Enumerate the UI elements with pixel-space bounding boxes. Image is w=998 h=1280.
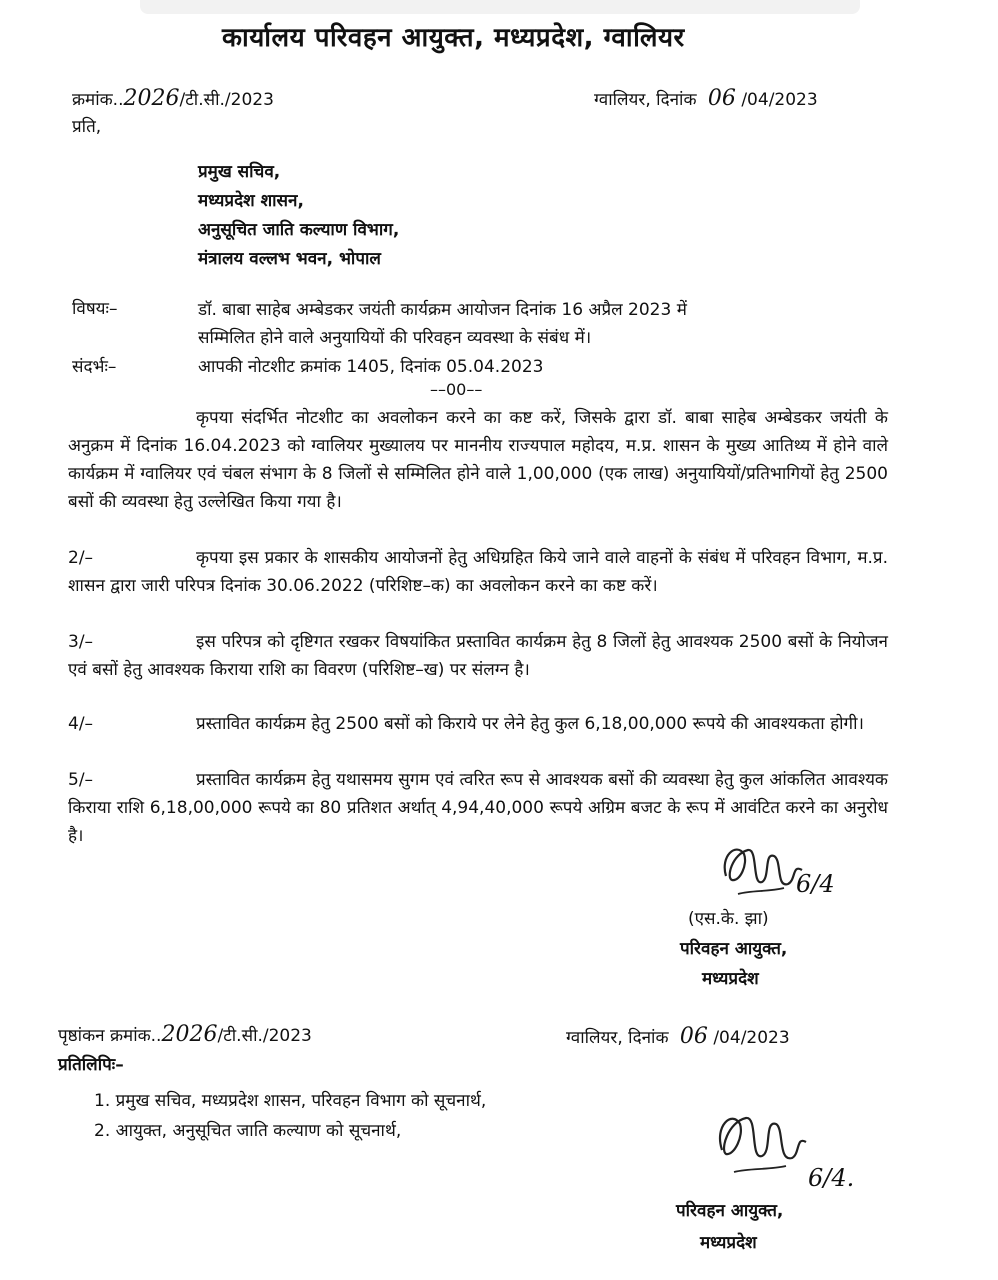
copy-item: 1. प्रमुख सचिव, मध्यप्रदेश शासन, परिवहन विभाग को सूचनार्थ, bbox=[94, 1091, 487, 1111]
paragraph-number: 3/– bbox=[68, 632, 94, 652]
subject-text bbox=[198, 296, 687, 352]
endorsement-signatory-designation: परिवहन आयुक्त, bbox=[676, 1201, 784, 1221]
scan-top-edge bbox=[140, 0, 860, 14]
endorsement-place-date bbox=[566, 1024, 790, 1049]
reference-label: संदर्भः– bbox=[72, 357, 117, 377]
copy-list bbox=[94, 1086, 486, 1146]
addressee-block bbox=[198, 158, 399, 274]
signature-1-hand-date: 6/4 bbox=[796, 870, 835, 898]
signature-1-scribble bbox=[718, 836, 808, 906]
date-rest: /04/2023 bbox=[741, 90, 818, 110]
place-date bbox=[594, 86, 818, 111]
paragraph-number: 5/– bbox=[68, 770, 94, 790]
date-day-handwritten: 06 bbox=[707, 86, 736, 111]
subject-line: सम्मिलित होने वाले अनुयायियों की परिवहन व्यवस्था के संबंध में। bbox=[198, 328, 592, 348]
addressee-line: मध्यप्रदेश शासन, bbox=[198, 191, 304, 211]
endorsement-place-date-prefix: ग्वालियर, दिनांक bbox=[566, 1028, 669, 1048]
paragraph-text: प्रस्तावित कार्यक्रम हेतु यथासमय सुगम एवं त्वरित रूप से आवश्यक बसों की व्यवस्था हेतु कुल आंकलित आवश्यक किराया राशि 6,18,00,000 रूपये का 80 प्रतिशत अर्थात् 4,94,40,000 रूपये अग्रिम बजट के रूप में आवंटित करने का अनुरोध है। bbox=[68, 770, 888, 846]
body-paragraph-2 bbox=[68, 544, 888, 600]
paragraph-text: कृपया संदर्भित नोटशीट का अवलोकन करने का कष्ट करें, जिसके द्वारा डॉ. बाबा साहेब अम्बेडकर जयंती के अनुक्रम में दिनांक 16.04.2023 को ग्वालियर मुख्यालय पर माननीय राज्यपाल महोदय, म.प्र. शासन के मुख्य आतिथ्य में होने वाले कार्यक्रम में ग्वालियर एवं चंबल संभाग के 8 जिलों से सम्मिलित होने वाले 1,00,000 (एक लाख) अनुयायियों/प्रतिभागियों हेतु 2500 बसों की व्यवस्था हेतु उल्लेखित किया गया है। bbox=[68, 408, 888, 512]
reference-text: आपकी नोटशीट क्रमांक 1405, दिनांक 05.04.2023 bbox=[198, 357, 544, 377]
copy-item: 2. आयुक्त, अनुसूचित जाति कल्याण को सूचनार्थ, bbox=[94, 1121, 402, 1141]
paragraph-text: इस परिपत्र को दृष्टिगत रखकर विषयांकित प्रस्तावित कार्यक्रम हेतु 8 जिलों हेतु आवश्यक 2500 बसों के नियोजन एवं बसों हेतु आवश्यक किराया राशि का विवरण (परिशिष्ट–ख) पर संलग्न है। bbox=[68, 632, 888, 680]
ref-suffix: /टी.सी./2023 bbox=[179, 90, 274, 110]
subject-label: विषयः– bbox=[72, 299, 118, 319]
endorsement-ref-suffix: /टी.सी./2023 bbox=[217, 1026, 312, 1046]
signatory-name: (एस.के. झा) bbox=[688, 909, 769, 929]
addressee-line: मंत्रालय वल्लभ भवन, भोपाल bbox=[198, 249, 381, 269]
paragraph-text: कृपया इस प्रकार के शासकीय आयोजनों हेतु अधिग्रहित किये जाने वाले वाहनों के संबंध में परिवहन विभाग, म.प्र. शासन द्वारा जारी परिपत्र दिनांक 30.06.2022 (परिशिष्ट–क) का अवलोकन करने का कष्ट करें। bbox=[68, 548, 888, 596]
endorsement-date-rest: /04/2023 bbox=[713, 1028, 790, 1048]
signature-2-hand-date: 6/4. bbox=[808, 1164, 855, 1192]
endorsement-ref-prefix: पृष्ठांकन क्रमांक.. bbox=[58, 1026, 162, 1046]
endorsement-ref-number-handwritten: 2026 bbox=[161, 1022, 218, 1047]
paragraph-text: प्रस्तावित कार्यक्रम हेतु 2500 बसों को किराये पर लेने हेतु कुल 6,18,00,000 रूपये की आवश्यकता होगी। bbox=[196, 714, 864, 734]
paragraph-number: 4/– bbox=[68, 714, 94, 734]
paragraph-number: 2/– bbox=[68, 548, 94, 568]
reference-number bbox=[72, 86, 274, 111]
endorsement-reference bbox=[58, 1022, 312, 1047]
body-paragraph-3 bbox=[68, 628, 888, 684]
separator: ––00–– bbox=[430, 380, 483, 399]
signatory-state: मध्यप्रदेश bbox=[702, 969, 759, 989]
body-paragraph-4 bbox=[68, 710, 888, 738]
ref-number-handwritten: 2026 bbox=[123, 86, 180, 111]
office-title: कार्यालय परिवहन आयुक्त, मध्यप्रदेश, ग्वालियर bbox=[222, 23, 685, 53]
to-label: प्रति, bbox=[72, 117, 102, 137]
signature-2-scribble bbox=[712, 1102, 812, 1186]
copy-label: प्रतिलिपिः– bbox=[58, 1055, 124, 1075]
addressee-line: अनुसूचित जाति कल्याण विभाग, bbox=[198, 220, 400, 240]
place-date-prefix: ग्वालियर, दिनांक bbox=[594, 90, 697, 110]
body-paragraph-1 bbox=[68, 404, 888, 516]
ref-prefix: क्रमांक.. bbox=[72, 90, 124, 110]
endorsement-date-day-handwritten: 06 bbox=[679, 1024, 708, 1049]
endorsement-signatory-state: मध्यप्रदेश bbox=[700, 1233, 757, 1253]
subject-line: डॉ. बाबा साहेब अम्बेडकर जयंती कार्यक्रम आयोजन दिनांक 16 अप्रैल 2023 में bbox=[198, 300, 687, 320]
addressee-line: प्रमुख सचिव, bbox=[198, 162, 281, 182]
signatory-designation: परिवहन आयुक्त, bbox=[680, 939, 788, 959]
